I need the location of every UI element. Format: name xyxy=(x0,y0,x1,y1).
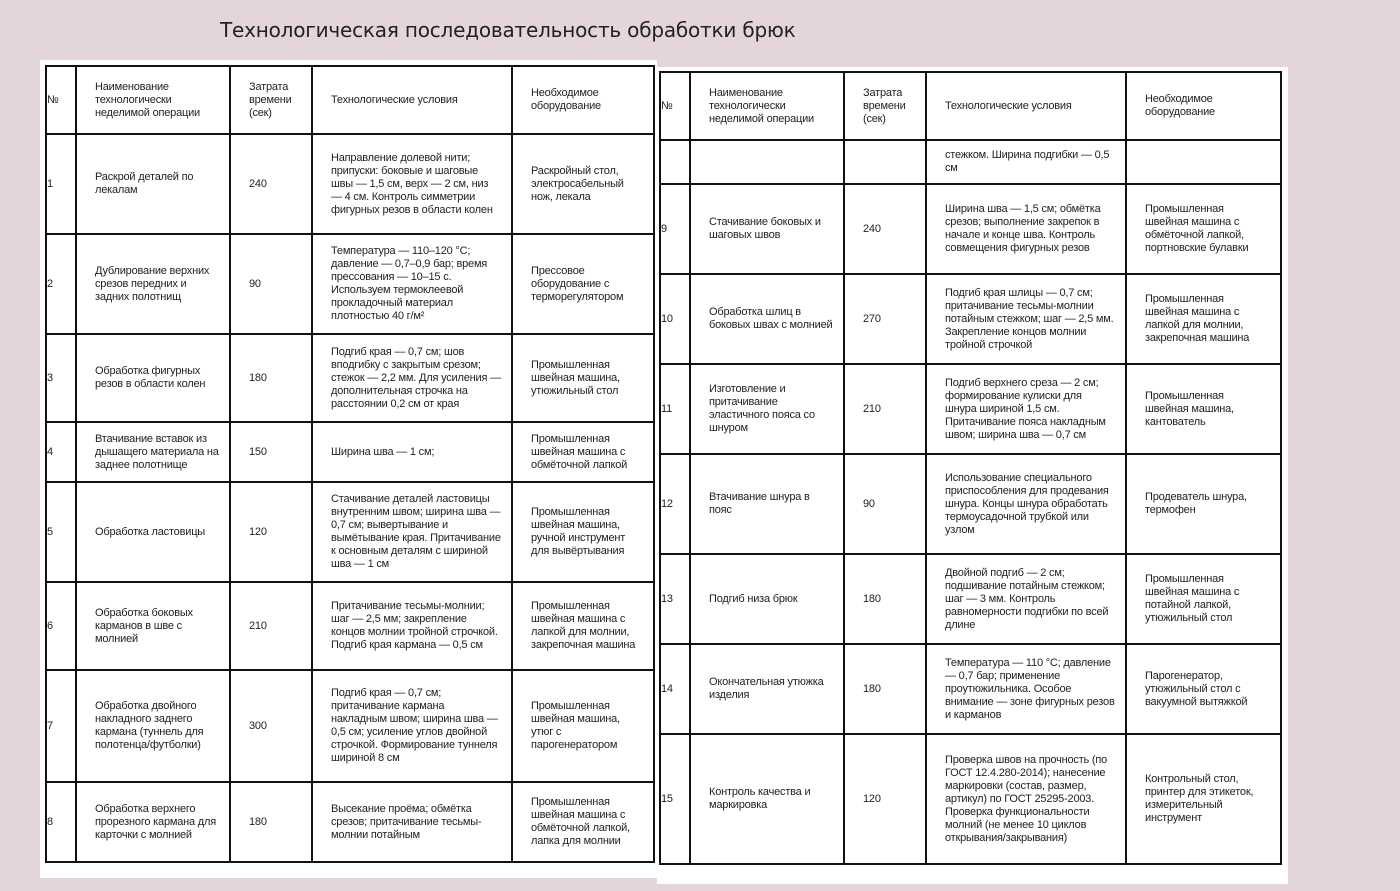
cell-time: 270 xyxy=(844,274,926,364)
cell-num: 15 xyxy=(660,734,690,864)
cell-time: 180 xyxy=(230,782,312,862)
cell-time: 210 xyxy=(230,582,312,670)
cell-operation-name: Обработка боковых карманов в шве с молнией xyxy=(76,582,230,670)
table-row xyxy=(660,184,1281,274)
cell-conditions: Температура — 110 °C; давление — 0,7 бар; применение проутюжильника. Особое внимание — зоне фигурных резов и карманов xyxy=(926,644,1126,734)
cell-equipment: Прессовое оборудование с терморегулятором xyxy=(512,234,654,334)
cell-num: 12 xyxy=(660,454,690,554)
cell-conditions: Двойной подгиб — 2 см; подшивание потайным стежком; шаг — 3 мм. Контроль равномерности подгибки по всей длине xyxy=(926,554,1126,644)
cell-num: 7 xyxy=(46,670,76,782)
cell-conditions: Ширина шва — 1,5 см; обмётка срезов; выполнение закрепок в начале и конце шва. Контроль совмещения фигурных резов xyxy=(926,184,1126,274)
cell-operation-name: Изготовление и притачивание эластичного пояса со шнуром xyxy=(690,364,844,454)
header-num: № xyxy=(46,66,76,134)
cell-equipment: Контрольный стол, принтер для этикеток, измерительный инструмент xyxy=(1126,734,1281,864)
cell-time: 210 xyxy=(844,364,926,454)
cell-num: 10 xyxy=(660,274,690,364)
cell-operation-name xyxy=(690,140,844,184)
cell-time: 180 xyxy=(844,554,926,644)
cell-operation-name: Обработка шлиц в боковых швах с молнией xyxy=(690,274,844,364)
cell-num: 5 xyxy=(46,482,76,582)
cell-time: 120 xyxy=(230,482,312,582)
cell-time xyxy=(844,140,926,184)
cell-conditions: Высекание проёма; обмётка срезов; притачивание тесьмы-молнии потайным xyxy=(312,782,512,862)
table-row xyxy=(46,670,654,782)
cell-conditions: Использование специального приспособления для продевания шнура. Концы шнура обработать термоусадочной трубкой или узлом xyxy=(926,454,1126,554)
cell-time: 90 xyxy=(844,454,926,554)
table-row xyxy=(660,644,1281,734)
header-conditions: Технологические условия xyxy=(312,66,512,134)
cell-operation-name: Стачивание боковых и шаговых швов xyxy=(690,184,844,274)
header-time: Затрата времени (сек) xyxy=(844,72,926,140)
cell-operation-name: Подгиб низа брюк xyxy=(690,554,844,644)
cell-conditions: Подгиб верхнего среза — 2 см; формирование кулиски для шнура шириной 1,5 см. Притачивание пояса накладным швом; ширина шва — 0,7 см xyxy=(926,364,1126,454)
cell-operation-name: Дублирование верхних срезов передних и задних полотнищ xyxy=(76,234,230,334)
table-row xyxy=(46,582,654,670)
cell-time: 180 xyxy=(844,644,926,734)
header-equipment: Необходимое оборудование xyxy=(1126,72,1281,140)
cell-conditions: Притачивание тесьмы-молнии; шаг — 2,5 мм; закрепление концов молнии тройной строчкой. Подгиб края кармана — 0,5 см xyxy=(312,582,512,670)
header-name: Наименование технологически неделимой операции xyxy=(690,72,844,140)
cell-equipment: Промышленная швейная машина, кантователь xyxy=(1126,364,1281,454)
cell-num: 2 xyxy=(46,234,76,334)
cell-operation-name: Раскрой деталей по лекалам xyxy=(76,134,230,234)
header-conditions: Технологические условия xyxy=(926,72,1126,140)
cell-operation-name: Втачивание вставок из дышащего материала на заднее полотнище xyxy=(76,422,230,482)
header-time: Затрата времени (сек) xyxy=(230,66,312,134)
cell-equipment xyxy=(1126,140,1281,184)
table-row xyxy=(46,482,654,582)
cell-equipment: Промышленная швейная машина, утюжильный стол xyxy=(512,334,654,422)
document-title: Технологическая последовательность обработки брюк xyxy=(220,18,796,42)
cell-conditions: Подгиб края — 0,7 см; шов вподгибку с закрытым срезом; стежок — 2,2 мм. Для усиления — дополнительная строчка на расстоянии 0,2 см от края xyxy=(312,334,512,422)
cell-conditions: Подгиб края шлицы — 0,7 см; притачивание тесьмы-молнии потайным стежком; шаг — 2,5 мм. Закрепление концов молнии тройной строчкой xyxy=(926,274,1126,364)
table-row xyxy=(660,140,1281,184)
table-row xyxy=(46,234,654,334)
cell-num: 4 xyxy=(46,422,76,482)
cell-num: 8 xyxy=(46,782,76,862)
cell-equipment: Промышленная швейная машина с обмёточной лапкой xyxy=(512,422,654,482)
cell-time: 300 xyxy=(230,670,312,782)
table-body-left xyxy=(46,134,654,862)
table-row xyxy=(660,454,1281,554)
cell-equipment: Промышленная швейная машина с лапкой для молнии, закрепочная машина xyxy=(1126,274,1281,364)
cell-equipment: Промышленная швейная машина с обмёточной лапкой, портновские булавки xyxy=(1126,184,1281,274)
cell-conditions: Температура — 110–120 °C; давление — 0,7–0,9 бар; время прессования — 10–15 с. Используем термоклеевой прокладочный материал плотностью 40 г/м² xyxy=(312,234,512,334)
operations-table-left xyxy=(45,65,655,863)
table-row xyxy=(660,364,1281,454)
cell-conditions: стежком. Ширина подгибки — 0,5 см xyxy=(926,140,1126,184)
cell-time: 90 xyxy=(230,234,312,334)
cell-operation-name: Обработка двойного накладного заднего кармана (туннель для полотенца/футболки) xyxy=(76,670,230,782)
cell-conditions: Проверка швов на прочность (по ГОСТ 12.4.280-2014); нанесение маркировки (состав, размер, артикул) по ГОСТ 25295-2003. Проверка функциональности молний (не менее 10 циклов открывания/закрывания) xyxy=(926,734,1126,864)
cell-num: 9 xyxy=(660,184,690,274)
header-equipment: Необходимое оборудование xyxy=(512,66,654,134)
cell-equipment: Промышленная швейная машина, утюг с парогенератором xyxy=(512,670,654,782)
cell-time: 150 xyxy=(230,422,312,482)
table-body-right xyxy=(660,140,1281,864)
cell-equipment: Парогенератор, утюжильный стол с вакуумной вытяжкой xyxy=(1126,644,1281,734)
table-row xyxy=(46,334,654,422)
cell-num xyxy=(660,140,690,184)
cell-time: 240 xyxy=(230,134,312,234)
cell-equipment: Промышленная швейная машина с обмёточной лапкой, лапка для молнии xyxy=(512,782,654,862)
cell-conditions: Подгиб края — 0,7 см; притачивание кармана накладным швом; ширина шва — 0,5 см; усиление углов двойной строчкой. Формирование туннеля шириной 8 см xyxy=(312,670,512,782)
cell-operation-name: Обработка ластовицы xyxy=(76,482,230,582)
cell-equipment: Продеватель шнура, термофен xyxy=(1126,454,1281,554)
cell-operation-name: Втачивание шнура в пояс xyxy=(690,454,844,554)
table-row xyxy=(46,134,654,234)
header-num: № xyxy=(660,72,690,140)
cell-conditions: Стачивание деталей ластовицы внутренним швом; ширина шва — 0,7 см; вывертывание и вымётывание края. Притачивание к основным деталям с шириной шва — 1 см xyxy=(312,482,512,582)
cell-time: 240 xyxy=(844,184,926,274)
cell-equipment: Раскройный стол, электросабельный нож, лекала xyxy=(512,134,654,234)
cell-operation-name: Контроль качества и маркировка xyxy=(690,734,844,864)
cell-operation-name: Окончательная утюжка изделия xyxy=(690,644,844,734)
cell-conditions: Направление долевой нити; припуски: боковые и шаговые швы — 1,5 см, верх — 2 см, низ — 4 см. Контроль симметрии фигурных резов в области колен xyxy=(312,134,512,234)
cell-operation-name: Обработка верхнего прорезного кармана для карточки с молнией xyxy=(76,782,230,862)
cell-equipment: Промышленная швейная машина с лапкой для молнии, закрепочная машина xyxy=(512,582,654,670)
document-page-right xyxy=(657,67,1288,884)
cell-num: 13 xyxy=(660,554,690,644)
cell-num: 11 xyxy=(660,364,690,454)
cell-equipment: Промышленная швейная машина с потайной лапкой, утюжильный стол xyxy=(1126,554,1281,644)
cell-conditions: Ширина шва — 1 см; xyxy=(312,422,512,482)
table-row xyxy=(46,782,654,862)
table-header-row xyxy=(46,66,654,134)
cell-num: 1 xyxy=(46,134,76,234)
table-row xyxy=(46,422,654,482)
table-row xyxy=(660,274,1281,364)
document-page-left xyxy=(40,60,657,878)
cell-num: 3 xyxy=(46,334,76,422)
cell-num: 14 xyxy=(660,644,690,734)
cell-num: 6 xyxy=(46,582,76,670)
cell-equipment: Промышленная швейная машина, ручной инструмент для вывёртывания xyxy=(512,482,654,582)
cell-time: 180 xyxy=(230,334,312,422)
header-name: Наименование технологически неделимой операции xyxy=(76,66,230,134)
operations-table-right xyxy=(659,71,1282,865)
table-row xyxy=(660,554,1281,644)
cell-operation-name: Обработка фигурных резов в области колен xyxy=(76,334,230,422)
cell-time: 120 xyxy=(844,734,926,864)
table-header-row xyxy=(660,72,1281,140)
table-row xyxy=(660,734,1281,864)
